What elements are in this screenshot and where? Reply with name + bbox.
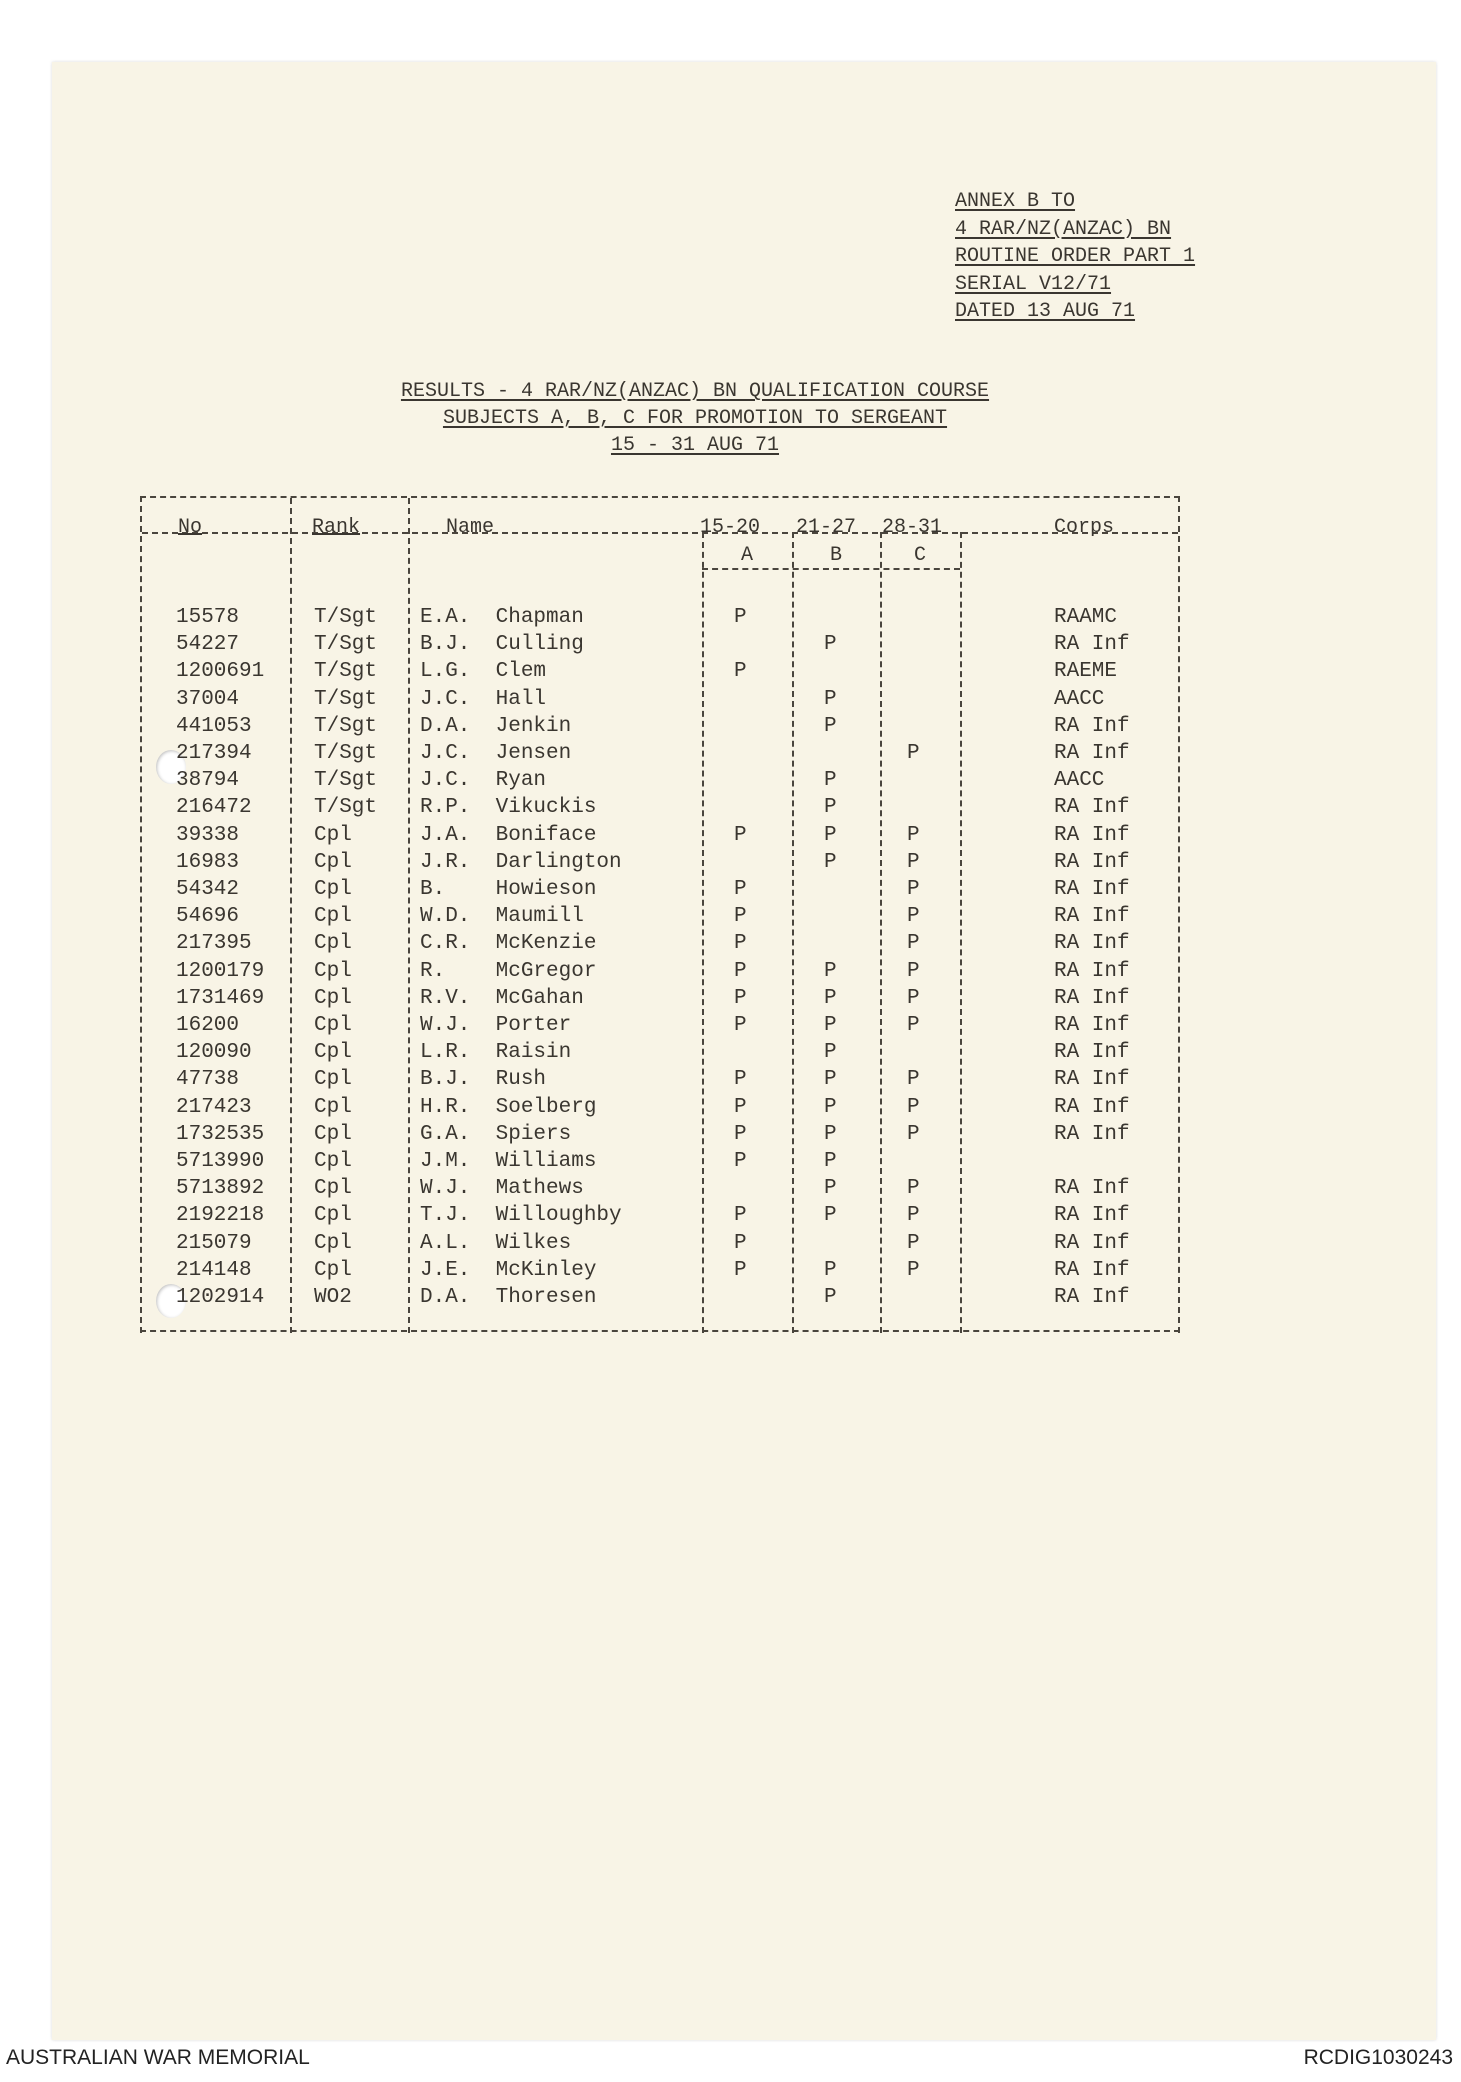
name: E.A. Chapman	[420, 606, 584, 629]
name: G.A. Spiers	[420, 1122, 572, 1146]
table-row	[142, 824, 1178, 851]
annex-line: DATED 13 AUG 71	[955, 300, 1136, 323]
service-number: 441053	[176, 714, 252, 738]
subject-a-result: P	[734, 1204, 747, 1228]
corps: RA Inf	[1054, 1068, 1130, 1092]
table-row	[142, 1014, 1178, 1041]
subject-b-result: P	[824, 1150, 837, 1173]
rank: Cpl	[314, 850, 352, 874]
table-row	[142, 878, 1178, 905]
service-number: 1200179	[176, 959, 265, 983]
service-number: 217395	[176, 932, 252, 956]
subject-b-result: P	[824, 1095, 837, 1119]
table-row	[142, 905, 1178, 932]
header-divider	[142, 532, 1178, 534]
subject-b-result: P	[824, 714, 837, 738]
service-number: 215079	[176, 1231, 252, 1255]
rank: Cpl	[314, 905, 352, 929]
corps: RA Inf	[1054, 1258, 1130, 1282]
subject-b-result: P	[824, 687, 837, 711]
subject-b-result: P	[824, 1122, 837, 1146]
subject-b-result: P	[824, 769, 837, 793]
table-row	[142, 606, 1178, 633]
subject-b-result: P	[824, 1286, 837, 1309]
subject-a-result: P	[734, 823, 747, 847]
service-number: 39338	[176, 823, 240, 847]
table-row	[142, 796, 1178, 823]
subheader-divider	[702, 568, 960, 570]
header-a-dates: 15-20	[700, 516, 761, 539]
corps: AACC	[1054, 769, 1105, 793]
name: R. McGregor	[420, 959, 597, 983]
service-number: 5713990	[176, 1150, 265, 1173]
corps: RA Inf	[1054, 932, 1130, 956]
rank: WO2	[314, 1286, 352, 1309]
name: J.C. Jensen	[420, 742, 572, 765]
service-number: 1732535	[176, 1122, 265, 1146]
subject-c-result: P	[907, 905, 920, 929]
corps: RA Inf	[1054, 905, 1130, 929]
name: R.P. Vikuckis	[420, 796, 597, 820]
corps: RA Inf	[1054, 1204, 1130, 1228]
service-number: 54342	[176, 878, 240, 901]
table-row	[142, 1286, 1178, 1313]
subject-c-result: P	[907, 959, 920, 983]
rank: Cpl	[314, 932, 352, 956]
subject-c-result: P	[907, 1095, 920, 1119]
rank: Cpl	[314, 1041, 352, 1065]
annex-reference	[955, 188, 1195, 326]
name: R.V. McGahan	[420, 986, 584, 1010]
rank: Cpl	[314, 1258, 352, 1282]
name: J.R. Darlington	[420, 850, 622, 874]
subject-b-result: P	[824, 1177, 837, 1201]
corps: RA Inf	[1054, 1122, 1130, 1146]
corps: RA Inf	[1054, 1095, 1130, 1119]
name: W.D. Maumill	[420, 905, 584, 929]
corps: RA Inf	[1054, 959, 1130, 983]
corps: RA Inf	[1054, 1231, 1130, 1255]
subject-a: A	[740, 544, 753, 567]
service-number: 5713892	[176, 1177, 265, 1201]
name: A.L. Wilkes	[420, 1231, 572, 1255]
corps: AACC	[1054, 687, 1105, 711]
subject-c-result: P	[907, 878, 920, 901]
subject-b-result: P	[824, 959, 837, 983]
name: D.A. Jenkin	[420, 714, 572, 738]
subject-c-result: P	[907, 850, 920, 874]
table-row	[142, 1096, 1178, 1123]
header-no: No	[178, 516, 203, 539]
rank: T/Sgt	[314, 796, 378, 820]
title-line: SUBJECTS A, B, C FOR PROMOTION TO SERGEANT	[442, 407, 948, 430]
name: B.J. Rush	[420, 1068, 547, 1092]
subject-c-result: P	[907, 1258, 920, 1282]
annex-line: SERIAL V12/71	[955, 272, 1112, 296]
corps: RA Inf	[1054, 1014, 1130, 1037]
annex-line: ANNEX B TO	[955, 190, 1076, 213]
name: J.C. Hall	[420, 687, 547, 711]
rank: Cpl	[314, 1068, 352, 1092]
table-row	[142, 633, 1178, 660]
subject-a-result: P	[734, 905, 747, 929]
subject-b-result: P	[824, 1041, 837, 1065]
subject-b-result: P	[824, 986, 837, 1010]
service-number: 1200691	[176, 660, 265, 684]
table-row	[142, 932, 1178, 959]
title-line: 15 - 31 AUG 71	[610, 434, 780, 457]
subject-a-result: P	[734, 878, 747, 901]
corps: RA Inf	[1054, 1286, 1130, 1309]
rank: Cpl	[314, 959, 352, 983]
corps: RA Inf	[1054, 878, 1130, 901]
name: J.M. Williams	[420, 1150, 597, 1173]
corps: RAAMC	[1054, 606, 1118, 629]
rank: T/Sgt	[314, 633, 378, 657]
service-number: 217394	[176, 742, 252, 765]
rank: T/Sgt	[314, 742, 378, 765]
results-table	[140, 496, 1180, 1333]
corps: RA Inf	[1054, 986, 1130, 1010]
subject-b-result: P	[824, 1068, 837, 1092]
table-row	[142, 851, 1178, 878]
rank: Cpl	[314, 1231, 352, 1255]
subject-a-result: P	[734, 1231, 747, 1255]
corps: RA Inf	[1054, 796, 1130, 820]
table-row	[142, 960, 1178, 987]
service-number: 214148	[176, 1258, 252, 1282]
header-rank: Rank	[312, 516, 361, 539]
subject-c: C	[913, 544, 926, 567]
rank: T/Sgt	[314, 606, 378, 629]
subject-c-result: P	[907, 1204, 920, 1228]
service-number: 54227	[176, 633, 240, 657]
name: W.J. Porter	[420, 1014, 572, 1037]
subject-a-result: P	[734, 986, 747, 1010]
rank: Cpl	[314, 1014, 352, 1037]
rank: Cpl	[314, 1177, 352, 1201]
subject-a-result: P	[734, 1150, 747, 1173]
subject-c-result: P	[907, 986, 920, 1010]
rank: T/Sgt	[314, 687, 378, 711]
name: J.E. McKinley	[420, 1258, 597, 1282]
rank: Cpl	[314, 823, 352, 847]
subject-c-result: P	[907, 1177, 920, 1201]
footer-source: AUSTRALIAN WAR MEMORIAL	[6, 2046, 310, 2069]
corps: RA Inf	[1054, 850, 1130, 874]
table-row	[142, 1068, 1178, 1095]
table-row	[142, 1204, 1178, 1231]
table-row	[142, 715, 1178, 742]
subject-b-result: P	[824, 850, 837, 874]
rank: Cpl	[314, 1095, 352, 1119]
subject-c-result: P	[907, 1122, 920, 1146]
service-number: 54696	[176, 905, 240, 929]
subject-b-result: P	[824, 823, 837, 847]
table-row	[142, 688, 1178, 715]
service-number: 37004	[176, 687, 240, 711]
name: L.R. Raisin	[420, 1041, 572, 1065]
subject-a-result: P	[734, 660, 747, 684]
corps: RA Inf	[1054, 633, 1130, 657]
rank: Cpl	[314, 878, 352, 901]
header-b-dates: 21-27	[796, 516, 857, 539]
subject-c-result: P	[907, 1068, 920, 1092]
service-number: 1731469	[176, 986, 265, 1010]
rank: T/Sgt	[314, 769, 378, 793]
subject-c-result: P	[907, 742, 920, 765]
subject-a-result: P	[734, 1095, 747, 1119]
subject-a-result: P	[734, 1122, 747, 1146]
table-row	[142, 660, 1178, 687]
annex-line: ROUTINE ORDER PART 1	[955, 245, 1196, 268]
rank: T/Sgt	[314, 714, 378, 738]
corps: RA Inf	[1054, 823, 1130, 847]
rank: Cpl	[314, 1122, 352, 1146]
subject-b-result: P	[824, 1014, 837, 1037]
document-title	[300, 378, 1090, 459]
table-row	[142, 1177, 1178, 1204]
name: B.J. Culling	[420, 633, 584, 657]
subject-c-result: P	[907, 932, 920, 956]
name: B. Howieson	[420, 878, 597, 901]
header-name: Name	[446, 516, 495, 539]
subject-c-result: P	[907, 823, 920, 847]
subject-b: B	[829, 544, 842, 567]
table-row	[142, 1041, 1178, 1068]
table-row	[142, 1259, 1178, 1286]
rank: Cpl	[314, 1204, 352, 1228]
table-bottom-border	[140, 1330, 1180, 1332]
subject-b-result: P	[824, 796, 837, 820]
name: J.A. Boniface	[420, 823, 597, 847]
subject-a-result: P	[734, 1068, 747, 1092]
name: H.R. Soelberg	[420, 1095, 597, 1119]
name: T.J. Willoughby	[420, 1204, 622, 1228]
annex-line: 4 RAR/NZ(ANZAC) BN	[955, 217, 1172, 241]
title-line: RESULTS - 4 RAR/NZ(ANZAC) BN QUALIFICATION COURSE	[400, 380, 990, 403]
header-c-dates: 28-31	[882, 516, 943, 539]
subject-b-result: P	[824, 1258, 837, 1282]
subject-b-result: P	[824, 1204, 837, 1228]
table-row	[142, 1150, 1178, 1177]
subject-a-result: P	[734, 932, 747, 956]
rank: T/Sgt	[314, 660, 378, 684]
subject-a-result: P	[734, 606, 747, 629]
header-corps: Corps	[1054, 516, 1115, 539]
subject-a-result: P	[734, 1258, 747, 1282]
subject-a-result: P	[734, 1014, 747, 1037]
name: J.C. Ryan	[420, 769, 547, 793]
name: D.A. Thoresen	[420, 1286, 597, 1309]
service-number: 47738	[176, 1068, 240, 1092]
service-number: 216472	[176, 796, 252, 820]
subject-c-result: P	[907, 1014, 920, 1037]
service-number: 1202914	[176, 1286, 265, 1309]
name: L.G. Clem	[420, 660, 547, 684]
rank: Cpl	[314, 1150, 352, 1173]
table-row	[142, 742, 1178, 769]
service-number: 38794	[176, 769, 240, 793]
service-number: 217423	[176, 1095, 252, 1119]
subject-c-result: P	[907, 1231, 920, 1255]
corps: RAEME	[1054, 660, 1118, 684]
service-number: 2192218	[176, 1204, 265, 1228]
subject-b-result: P	[824, 633, 837, 657]
table-row	[142, 1232, 1178, 1259]
name: W.J. Mathews	[420, 1177, 584, 1201]
rank: Cpl	[314, 986, 352, 1010]
corps: RA Inf	[1054, 714, 1130, 738]
service-number: 16200	[176, 1014, 240, 1037]
corps: RA Inf	[1054, 1177, 1130, 1201]
table-row	[142, 769, 1178, 796]
table-row	[142, 987, 1178, 1014]
table-row	[142, 1123, 1178, 1150]
service-number: 120090	[176, 1041, 252, 1065]
corps: RA Inf	[1054, 1041, 1130, 1065]
service-number: 16983	[176, 850, 240, 874]
footer-id: RCDIG1030243	[1303, 2046, 1453, 2069]
subject-a-result: P	[734, 959, 747, 983]
service-number: 15578	[176, 606, 240, 629]
name: C.R. McKenzie	[420, 932, 597, 956]
corps: RA Inf	[1054, 742, 1130, 765]
